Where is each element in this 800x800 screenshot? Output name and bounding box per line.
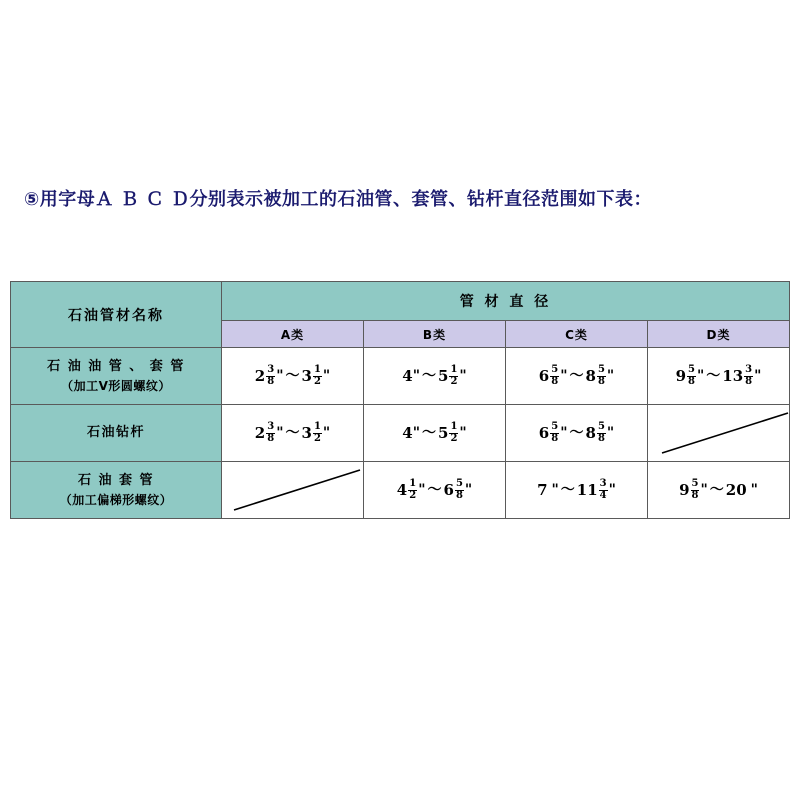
range-tilde: ～	[285, 368, 300, 384]
value-whole: 8	[585, 366, 596, 385]
cell-r3-d	[648, 462, 790, 519]
value-unit: "	[560, 425, 568, 441]
cell-r3-c	[506, 462, 648, 519]
value-unit: "	[276, 368, 284, 384]
header-class-a: A类	[222, 321, 364, 348]
value-whole: 6	[538, 366, 550, 385]
value-unit: "	[418, 482, 426, 498]
value-fraction: $\frac{5}{8}$	[688, 364, 695, 387]
header-class-b: B类	[364, 321, 506, 348]
cell-r2-a	[222, 405, 364, 462]
header-pipe-name: 石油管材名称	[11, 282, 222, 348]
value-fraction: $\frac{3}{8}$	[267, 421, 275, 444]
value-fraction: $\frac{5}{8}$	[551, 421, 559, 444]
value-whole: 9	[675, 366, 687, 385]
row-label-sub: （加工V形圆螺纹）	[61, 378, 171, 393]
value-unit: "	[459, 368, 467, 384]
pipe-diameter-table	[10, 281, 790, 519]
value-fraction: $\frac{5}{8}$	[597, 364, 605, 387]
cell-r3-a-empty	[222, 462, 364, 519]
range-tilde: ～	[709, 482, 724, 498]
value-whole: 4	[402, 366, 413, 385]
range-tilde: ～	[422, 425, 437, 441]
value-fraction: $\frac{1}{2}$	[450, 364, 458, 387]
value-whole: 3	[301, 423, 312, 442]
value-fraction: $\frac{1}{2}$	[409, 478, 417, 501]
page-caption: ⑤用字母Ａ Ｂ Ｃ Ｄ分别表示被加工的石油管、套管、钻杆直径范围如下表：	[24, 189, 653, 210]
value-whole: 11	[576, 480, 598, 499]
value-whole: 3	[301, 366, 312, 385]
range-tilde: ～	[560, 482, 575, 498]
value-unit: "	[322, 425, 331, 441]
value-whole: 4	[396, 480, 408, 499]
table-row	[11, 405, 790, 462]
range-tilde: ～	[285, 425, 300, 441]
value-whole: 2	[254, 423, 266, 442]
cell-r3-b	[364, 462, 506, 519]
value-fraction: $\frac{5}{8}$	[691, 478, 699, 501]
cell-r1-c	[506, 348, 648, 405]
row-label-tubing-casing	[11, 348, 222, 405]
range-tilde: ～	[569, 368, 584, 384]
header-diameter-group: 管 材 直 径	[222, 282, 790, 321]
header-class-d: D类	[648, 321, 790, 348]
value-fraction: $\frac{3}{8}$	[745, 364, 753, 387]
value-whole: 6	[538, 423, 550, 442]
value-unit: "	[700, 482, 708, 498]
range-tilde: ～	[427, 482, 442, 498]
spec-table-container	[10, 281, 790, 519]
value-unit: "	[276, 425, 284, 441]
table-row	[11, 348, 790, 405]
value-whole: 20	[725, 480, 747, 499]
value-whole: 2	[254, 366, 266, 385]
value-fraction: $\frac{1}{2}$	[313, 364, 321, 387]
value-fraction: $\frac{5}{8}$	[597, 421, 605, 444]
value-whole: 13	[722, 366, 744, 385]
value-unit: "	[464, 482, 473, 498]
value-whole: 5	[438, 366, 449, 385]
value-fraction: $\frac{3}{8}$	[267, 364, 275, 387]
row-label-main: 石 油 套 管	[77, 473, 155, 489]
row-label-casing	[11, 462, 222, 519]
value-fraction: $\frac{5}{8}$	[551, 364, 559, 387]
value-whole: 5	[438, 423, 449, 442]
value-unit: "	[560, 368, 568, 384]
row-label-sub: （加工偏梯形螺纹）	[59, 492, 173, 507]
range-tilde: ～	[706, 368, 721, 384]
empty-diagonal-marker	[648, 405, 789, 461]
value-unit: "	[754, 368, 762, 384]
value-whole: 4	[402, 423, 413, 442]
value-unit: "	[412, 368, 421, 384]
value-unit: "	[606, 425, 615, 441]
value-unit: "	[412, 425, 421, 441]
empty-diagonal-marker	[222, 462, 363, 518]
value-fraction: $\frac{1}{2}$	[313, 421, 321, 444]
value-whole: 6	[443, 480, 454, 499]
value-fraction: $\frac{3}{4}$	[599, 478, 607, 501]
value-unit: "	[551, 482, 559, 498]
row-label-main: 石 油 油 管 、 套 管	[47, 359, 185, 375]
table-row	[11, 462, 790, 519]
row-label-main: 石油钻杆	[86, 425, 145, 441]
value-unit: "	[750, 482, 758, 498]
value-unit: "	[608, 482, 616, 498]
cell-r1-d	[648, 348, 790, 405]
value-unit: "	[606, 368, 615, 384]
range-tilde: ～	[422, 368, 437, 384]
value-whole: 7	[537, 480, 548, 499]
value-fraction: $\frac{5}{8}$	[455, 478, 463, 501]
cell-r2-d-empty	[648, 405, 790, 462]
cell-r2-c	[506, 405, 648, 462]
table-header-row-1	[11, 282, 790, 321]
cell-r1-a	[222, 348, 364, 405]
value-whole: 8	[585, 423, 596, 442]
cell-r1-b	[364, 348, 506, 405]
value-unit: "	[322, 368, 331, 384]
header-class-c: C类	[506, 321, 648, 348]
value-fraction: $\frac{1}{2}$	[450, 421, 458, 444]
value-whole: 9	[679, 480, 690, 499]
value-unit: "	[696, 368, 705, 384]
value-unit: "	[459, 425, 467, 441]
row-label-drill-pipe	[11, 405, 222, 462]
cell-r2-b	[364, 405, 506, 462]
range-tilde: ～	[569, 425, 584, 441]
